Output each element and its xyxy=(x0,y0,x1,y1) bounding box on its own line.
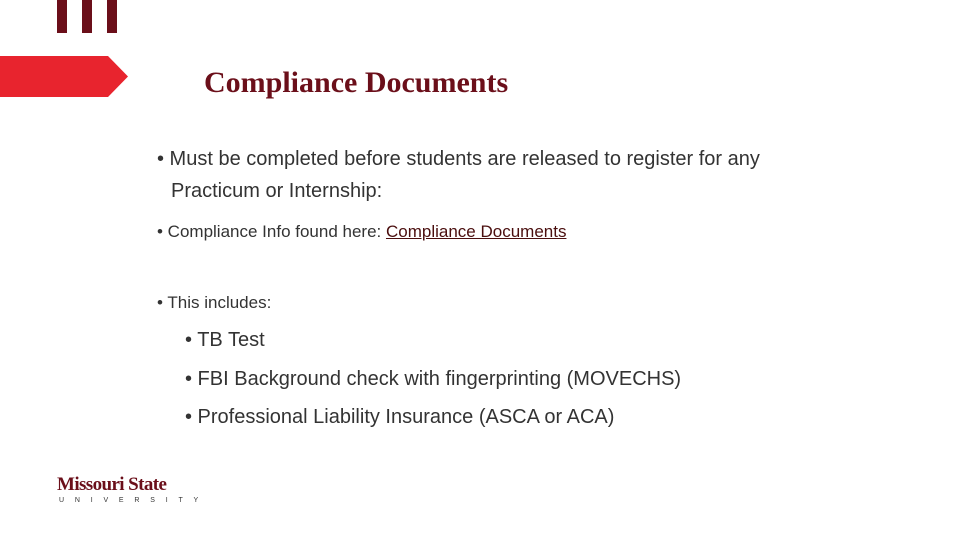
decor-bar-2 xyxy=(82,0,92,33)
bullet-includes xyxy=(157,293,271,313)
logo-sub: UNIVERSITY xyxy=(59,497,210,504)
bullet-requirement-cont xyxy=(171,180,382,203)
logo-name: Missouri State xyxy=(57,474,167,495)
fbi-check-text: • FBI Background check with fingerprinting (MOVECHS) xyxy=(185,368,682,390)
title-arrow-tab xyxy=(0,56,128,97)
sub-bullet-liability-insurance xyxy=(185,406,614,429)
sub-bullet-tb-test xyxy=(185,329,265,352)
includes-text: • This includes: xyxy=(157,293,272,312)
page-title: Compliance Documents xyxy=(204,66,509,99)
bullet-requirement-line1: • Must be completed before students are released to register for any xyxy=(157,148,760,170)
compliance-info-text: • Compliance Info found here: xyxy=(157,222,386,241)
bullet-requirement xyxy=(157,148,760,171)
university-logo xyxy=(57,474,210,508)
bullet-requirement-line2: Practicum or Internship: xyxy=(171,180,383,202)
compliance-documents-link[interactable]: Compliance Documents xyxy=(385,222,567,241)
sub-bullet-fbi-check xyxy=(185,368,681,391)
tb-test-text: • TB Test xyxy=(185,329,265,351)
decor-bar-3 xyxy=(107,0,117,33)
bullet-compliance-info xyxy=(157,222,566,242)
decor-bar-1 xyxy=(57,0,67,33)
liability-insurance-text: • Professional Liability Insurance (ASCA or ACA) xyxy=(185,406,615,428)
